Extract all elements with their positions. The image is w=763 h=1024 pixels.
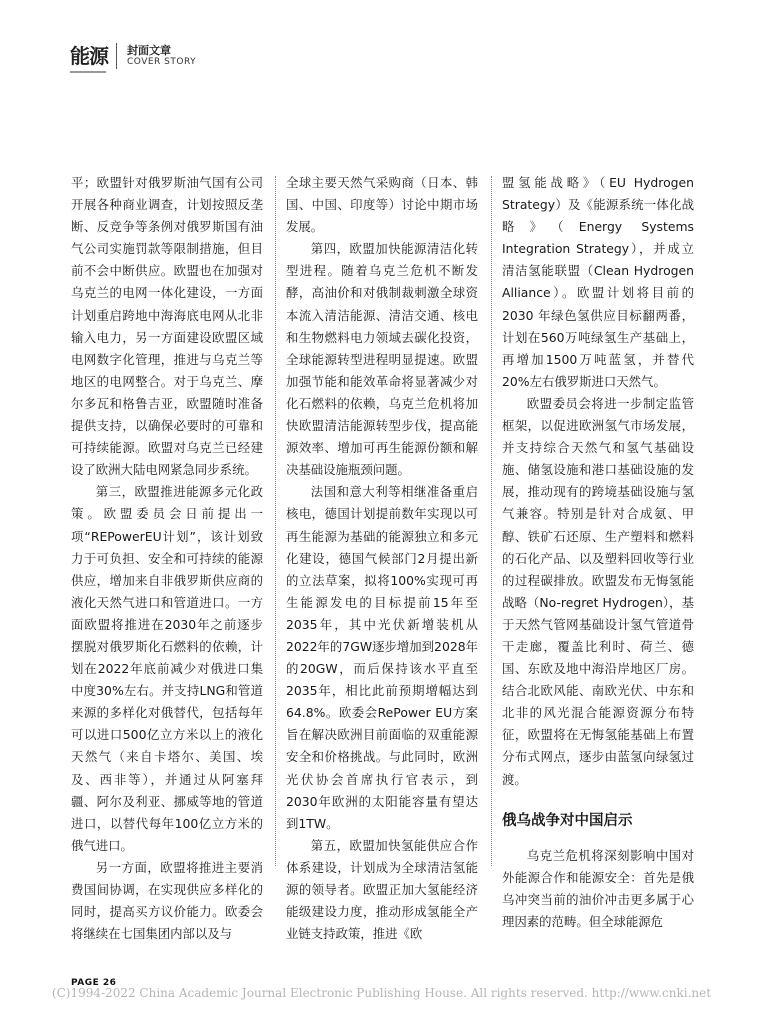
section-subheading: 俄乌战争对中国启示 [502,812,633,829]
header-divider [116,43,117,69]
page-number: PAGE 26 [71,978,117,988]
paragraph: 第四，欧盟加快能源清洁化转型进程。随着乌克兰危机不断发酵，高油价和对俄制裁刺激全球资本流入清洁能源、清洁交通、核电和生物燃料电力领域去碳化投资，全球能源转型进程明显提速。欧盟加强节能和能效革命将显著减少对化石燃料的依赖，乌克兰危机将加快欧盟清洁能源转型步伐，提高能源效率、增加可再生能源份额和解决基础设施瓶颈问题。 [286,241,478,478]
copyright-watermark: (C)1994-2022 China Academic Journal Electronic Publishing House. All rights reserved. http://www.cnki.net [51,986,712,1000]
paragraph: 盟氢能战略》（EU Hydrogen Strategy）及《能源系统一体化战略》（Energy Systems Integration Strategy），并成立清洁氢能联盟（Clean Hydrogen Alliance）。欧盟计划将目前的 2030 年绿色氢供应目标翻两番，计划在560万吨绿氢生产基础上，再增加1500万吨蓝氢，并替代20%左右俄罗斯进口天然气。 [502,175,694,389]
paragraph: 全球主要天然气采购商（日本、韩国、中国、印度等）讨论中期市场发展。 [286,175,478,235]
page-header [70,40,196,72]
magazine-logo [70,40,108,73]
column-2 [286,172,478,945]
column-1 [71,172,263,945]
logo-underline [70,71,106,73]
paragraph: 第五，欧盟加快氢能供应合作体系建设，计划成为全球清洁氢能源的领导者。欧盟正加大氢能经济能级建设力度，推动形成氢能全产业链支持政策，推进《欧 [286,837,478,942]
paragraph: 欧盟委员会将进一步制定监管框架，以促进欧洲氢气市场发展，并支持综合天然气和氢气基础设施、储氢设施和港口基础设施的发展，推动现有的跨境基础设施与氢气兼容。特别是针对合成氨、甲醇、铁矿石还原、生产塑料和燃料的石化产品、以及塑料回收等行业的过程碳排放。欧盟发布无悔氢能战略（No-regret Hydrogen），基于天然气管网基础设计氢气管道骨干走廊，覆盖比利时、荷兰、德国、东欧及地中海沿岸地区厂房。结合北欧风能、南欧光伏、中东和北非的风光混合能源资源分布特征，欧盟将在无悔氢能基础上布置分布式网点，逐步由蓝氢向绿氢过渡。 [502,395,694,787]
paragraph: 乌克兰危机将深刻影响中国对外能源合作和能源安全：首先是俄乌冲突当前的油价冲击更多属于心理因素的范畴。但全球能源危 [502,847,694,929]
column-divider [275,176,276,866]
paragraph: 法国和意大利等相继准备重启核电，德国计划提前数年实现以可再生能源为基础的能源独立和多元化建设，德国气候部门2月提出新的立法草案，拟将100%实现可再生能源发电的目标提前15年至2035年，其中光伏新增装机从2022年的7GW逐步增加到2028年的20GW，而后保持该水平直至2035年，相比此前预期增幅达到64.8%。欧委会RePower EU方案旨在解决欧洲目前面临的双重能源安全和价格挑战。与此同时，欧洲光伏协会首席执行官表示，到2030年欧洲的太阳能容量有望达到1TW。 [286,484,478,831]
section-title-cn: 封面文章 [127,44,171,57]
column-3 [502,172,694,933]
section-label [127,44,196,68]
logo-text: 能源 [70,43,108,68]
section-title-en: COVER STORY [127,57,197,67]
column-divider [491,176,492,866]
paragraph: 另一方面，欧盟将推进主要消费国间协调，在实现供应多样化的同时，提高买方议价能力。欧委会将继续在七国集团内部以及与 [71,859,263,942]
paragraph: 第三，欧盟推进能源多元化政策。欧盟委员会日前提出一项“REPowerEU计划”，该计划致力于可负担、安全和可持续的能源供应，增加来自非俄罗斯供应商的液化天然气进口和管道进口。一方面欧盟将推进在2030年之前逐步摆脱对俄罗斯化石燃料的依赖，计划在2022年底前减少对俄进口集中度30%左右。并支持LNG和管道来源的多样化对俄替代，包括每年可以进口500亿立方米以上的液化天然气（来自卡塔尔、美国、埃及、西非等），并通过从阿塞拜疆、阿尔及利亚、挪威等地的管道进口，以替代每年100亿立方米的俄气进口。 [71,484,263,853]
paragraph: 平；欧盟针对俄罗斯油气国有公司开展各种商业调查，计划按照反垄断、反竞争等条例对俄罗斯国有油气公司实施罚款等限制措施，但目前不会中断供应。欧盟也在加强对乌克兰的电网一体化建设，一方面计划重启跨地中海海底电网从北非输入电力，另一方面建设欧盟区域电网数字化管理，推进与乌克兰等地区的电网整合。对于乌克兰、摩尔多瓦和格鲁吉亚，欧盟随时准备提供支持，以确保必要时的可靠和可持续能源。欧盟对乌克兰已经建设了欧洲大陆电网紧急同步系统。 [71,175,263,478]
